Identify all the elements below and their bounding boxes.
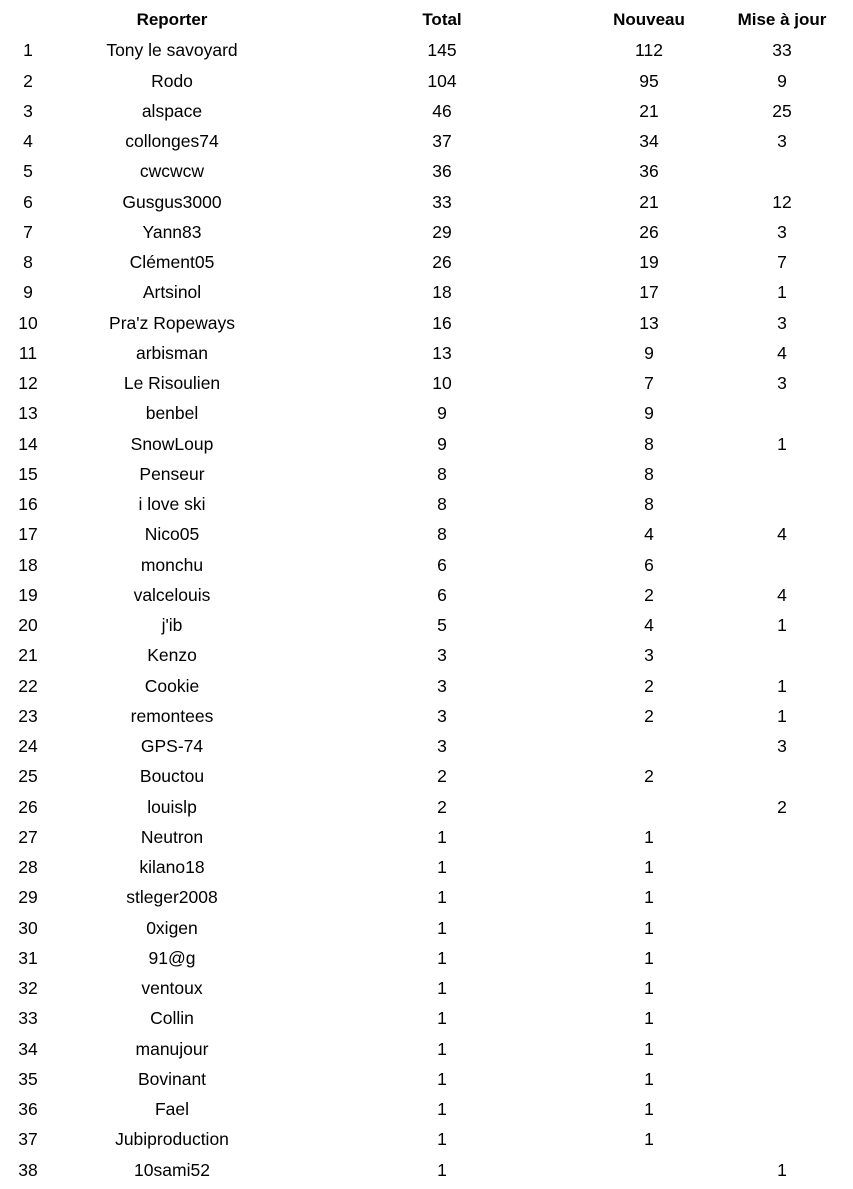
total-cell: 10 — [432, 373, 452, 393]
total-cell: 104 — [427, 70, 457, 91]
nouveau-cell: 6 — [644, 554, 654, 575]
reporter-cell: alspace — [141, 100, 203, 121]
nouveau-cell: 2 — [644, 675, 654, 696]
total-cell: 1 — [437, 947, 447, 968]
reporter-cell: Neutron — [140, 826, 204, 847]
rank-cell: 35 — [18, 1068, 38, 1089]
reporter-cell: j'ib — [161, 615, 183, 635]
table-row — [0, 852, 853, 882]
nouveau-cell: 1 — [644, 947, 654, 968]
table-row — [0, 1124, 853, 1154]
table-row — [0, 550, 853, 580]
table-row — [0, 187, 853, 217]
reporter-cell: Clément05 — [129, 252, 215, 272]
reporter-cell: 91@g — [148, 947, 196, 968]
rank-cell: 15 — [18, 463, 38, 484]
reporter-cell: remontees — [130, 705, 214, 726]
header-row — [0, 5, 853, 35]
nouveau-cell: 112 — [635, 40, 663, 61]
nouveau-cell: 8 — [644, 494, 654, 514]
total-cell: 1 — [437, 826, 447, 847]
reporter-cell: benbel — [145, 403, 199, 424]
total-cell: 8 — [437, 494, 447, 514]
mise-a-jour-cell: 1 — [777, 705, 787, 726]
nouveau-cell: 1 — [644, 917, 654, 938]
nouveau-cell: 8 — [644, 433, 654, 454]
nouveau-cell: 2 — [644, 766, 654, 787]
total-cell: 3 — [437, 736, 447, 756]
table-row — [0, 217, 853, 247]
nouveau-cell: 1 — [644, 1038, 654, 1059]
total-cell: 1 — [437, 1159, 447, 1180]
reporter-cell: SnowLoup — [130, 433, 214, 454]
total-cell: 6 — [437, 554, 447, 575]
reporter-table — [0, 5, 853, 1185]
mise-a-jour-cell: 25 — [772, 100, 792, 121]
table-body — [0, 35, 853, 1185]
rank-cell: 23 — [18, 705, 38, 726]
table-row — [0, 96, 853, 126]
rank-cell: 9 — [23, 282, 33, 303]
nouveau-cell: 9 — [644, 403, 654, 424]
table-row — [0, 731, 853, 761]
header-total: Total — [422, 10, 462, 29]
total-cell: 1 — [437, 1008, 447, 1029]
rank-cell: 33 — [18, 1008, 38, 1029]
mise-a-jour-cell: 4 — [777, 584, 787, 605]
table-row — [0, 519, 853, 549]
mise-a-jour-cell: 12 — [772, 191, 792, 212]
nouveau-cell: 9 — [644, 342, 654, 363]
reporter-cell: valcelouis — [133, 584, 211, 605]
nouveau-cell: 95 — [639, 70, 659, 91]
table-row — [0, 580, 853, 610]
rank-cell: 29 — [18, 887, 38, 908]
nouveau-cell: 4 — [644, 615, 654, 635]
reporter-cell: i love ski — [138, 494, 206, 514]
header-nouveau: Nouveau — [613, 10, 685, 29]
nouveau-cell: 2 — [644, 584, 654, 605]
nouveau-cell: 1 — [644, 1068, 654, 1089]
nouveau-cell: 7 — [644, 373, 654, 393]
total-cell: 1 — [437, 978, 447, 998]
total-cell: 33 — [432, 191, 452, 212]
table-row — [0, 35, 853, 65]
mise-a-jour-cell: 1 — [777, 615, 787, 635]
table-row — [0, 1094, 853, 1124]
mise-a-jour-cell: 3 — [777, 736, 787, 756]
rank-cell: 20 — [18, 615, 38, 635]
nouveau-cell: 2 — [644, 705, 654, 726]
nouveau-cell: 1 — [644, 978, 654, 998]
table-row — [0, 247, 853, 277]
total-cell: 3 — [437, 705, 447, 726]
total-cell: 2 — [437, 766, 447, 787]
rank-cell: 13 — [18, 403, 38, 424]
reporter-cell: Yann83 — [142, 221, 202, 242]
nouveau-cell: 26 — [639, 221, 659, 242]
table-row — [0, 882, 853, 912]
rank-cell: 2 — [23, 70, 33, 91]
total-cell: 145 — [427, 40, 457, 61]
rank-cell: 18 — [18, 554, 38, 575]
table-row — [0, 792, 853, 822]
reporter-cell: Penseur — [139, 463, 205, 484]
rank-cell: 14 — [18, 433, 38, 454]
total-cell: 1 — [437, 887, 447, 908]
reporter-cell: Pra'z Ropeways — [109, 312, 235, 333]
mise-a-jour-cell: 3 — [777, 373, 787, 393]
mise-a-jour-cell: 7 — [777, 252, 787, 272]
table-row — [0, 429, 853, 459]
nouveau-cell: 1 — [644, 1099, 654, 1119]
rank-cell: 26 — [18, 796, 38, 817]
mise-a-jour-cell: 9 — [777, 70, 787, 91]
total-cell: 9 — [437, 403, 447, 424]
rank-cell: 5 — [23, 161, 33, 182]
table-row — [0, 973, 853, 1003]
reporter-cell: GPS-74 — [140, 736, 204, 756]
total-cell: 29 — [432, 221, 452, 242]
table-row — [0, 913, 853, 943]
table-row — [0, 66, 853, 96]
nouveau-cell: 1 — [644, 857, 654, 877]
reporter-cell: Le Risoulien — [123, 373, 221, 393]
nouveau-cell: 4 — [644, 524, 654, 545]
reporter-cell: 10sami52 — [134, 1159, 210, 1180]
nouveau-cell: 21 — [639, 191, 659, 212]
table-row — [0, 1064, 853, 1094]
rank-cell: 36 — [18, 1099, 38, 1119]
table-row — [0, 1003, 853, 1033]
table-row — [0, 822, 853, 852]
table-row — [0, 943, 853, 973]
rank-cell: 16 — [18, 494, 38, 514]
reporter-cell: manujour — [135, 1038, 209, 1059]
total-cell: 8 — [437, 463, 447, 484]
total-cell: 16 — [432, 312, 452, 333]
mise-a-jour-cell: 1 — [777, 282, 787, 303]
rank-cell: 32 — [18, 978, 38, 998]
reporter-cell: monchu — [140, 554, 204, 575]
reporter-cell: Cookie — [144, 675, 200, 696]
rank-cell: 1 — [23, 40, 33, 61]
nouveau-cell: 19 — [639, 252, 659, 272]
mise-a-jour-cell: 3 — [777, 312, 787, 333]
reporter-cell: Tony le savoyard — [106, 40, 238, 61]
rank-cell: 3 — [23, 100, 33, 121]
table-row — [0, 1034, 853, 1064]
mise-a-jour-cell: 3 — [777, 221, 787, 242]
mise-a-jour-cell: 4 — [777, 524, 787, 545]
table-row — [0, 640, 853, 670]
rank-cell: 24 — [18, 736, 38, 756]
rank-cell: 31 — [18, 947, 38, 968]
table-row — [0, 398, 853, 428]
header-mise-a-jour: Mise à jour — [737, 10, 827, 29]
table-row — [0, 277, 853, 307]
mise-a-jour-cell: 3 — [777, 131, 787, 151]
total-cell: 1 — [437, 917, 447, 938]
table-row — [0, 368, 853, 398]
total-cell: 46 — [432, 100, 452, 121]
nouveau-cell: 3 — [644, 645, 654, 666]
rank-cell: 34 — [18, 1038, 38, 1059]
rank-cell: 11 — [18, 342, 38, 363]
reporter-cell: Rodo — [151, 70, 193, 91]
rank-cell: 19 — [18, 584, 38, 605]
reporter-cell: arbisman — [136, 342, 208, 363]
nouveau-cell: 21 — [639, 100, 659, 121]
reporter-cell: stleger2008 — [126, 887, 218, 908]
total-cell: 13 — [432, 342, 452, 363]
table-row — [0, 761, 853, 791]
table-row — [0, 156, 853, 186]
total-cell: 5 — [437, 615, 447, 635]
total-cell: 36 — [432, 161, 452, 182]
reporter-cell: ventoux — [141, 978, 203, 998]
table-row — [0, 459, 853, 489]
nouveau-cell: 1 — [644, 826, 654, 847]
reporter-cell: 0xigen — [146, 917, 198, 938]
mise-a-jour-cell: 4 — [777, 342, 787, 363]
reporter-cell: collonges74 — [125, 131, 219, 151]
table-row — [0, 671, 853, 701]
total-cell: 6 — [437, 584, 447, 605]
reporter-cell: Gusgus3000 — [122, 191, 222, 212]
nouveau-cell: 17 — [639, 282, 659, 303]
rank-cell: 37 — [18, 1129, 38, 1150]
table-row — [0, 308, 853, 338]
nouveau-cell: 1 — [644, 1008, 654, 1029]
total-cell: 26 — [432, 252, 452, 272]
reporter-cell: Bouctou — [139, 766, 205, 787]
rank-cell: 10 — [18, 312, 38, 333]
reporter-cell: Collin — [150, 1008, 194, 1029]
nouveau-cell: 34 — [639, 131, 659, 151]
rank-cell: 28 — [18, 857, 38, 877]
rank-cell: 21 — [18, 645, 38, 666]
reporter-cell: Jubiproduction — [115, 1129, 229, 1150]
total-cell: 18 — [432, 282, 452, 303]
total-cell: 1 — [437, 1099, 447, 1119]
rank-cell: 12 — [18, 373, 38, 393]
rank-cell: 4 — [23, 131, 33, 151]
table-row — [0, 610, 853, 640]
rank-cell: 8 — [23, 252, 33, 272]
header-reporter: Reporter — [136, 10, 208, 29]
reporter-cell: Nico05 — [144, 524, 200, 545]
rank-cell: 17 — [18, 524, 38, 545]
mise-a-jour-cell: 1 — [777, 675, 787, 696]
reporter-cell: louislp — [147, 796, 197, 817]
total-cell: 1 — [437, 1129, 447, 1150]
rank-cell: 7 — [23, 221, 33, 242]
rank-cell: 6 — [23, 191, 33, 212]
table-row — [0, 489, 853, 519]
nouveau-cell: 36 — [639, 161, 659, 182]
total-cell: 3 — [437, 645, 447, 666]
nouveau-cell: 1 — [644, 1129, 654, 1150]
table-row — [0, 126, 853, 156]
total-cell: 1 — [437, 857, 447, 877]
table-row — [0, 338, 853, 368]
total-cell: 8 — [437, 524, 447, 545]
rank-cell: 38 — [18, 1159, 38, 1180]
total-cell: 1 — [437, 1068, 447, 1089]
rank-cell: 30 — [18, 917, 38, 938]
reporter-cell: kilano18 — [139, 857, 205, 877]
total-cell: 1 — [437, 1038, 447, 1059]
mise-a-jour-cell: 1 — [777, 1159, 787, 1180]
rank-cell: 27 — [18, 826, 38, 847]
reporter-cell: Fael — [154, 1099, 190, 1119]
table-row — [0, 701, 853, 731]
nouveau-cell: 13 — [639, 312, 659, 333]
total-cell: 2 — [437, 796, 447, 817]
nouveau-cell: 1 — [644, 887, 654, 908]
reporter-cell: Bovinant — [137, 1068, 207, 1089]
total-cell: 37 — [432, 131, 452, 151]
mise-a-jour-cell: 1 — [777, 433, 787, 454]
mise-a-jour-cell: 33 — [772, 40, 792, 61]
total-cell: 3 — [437, 675, 447, 696]
reporter-cell: Kenzo — [147, 645, 197, 666]
total-cell: 9 — [437, 433, 447, 454]
reporter-cell: Artsinol — [142, 282, 202, 303]
mise-a-jour-cell: 2 — [777, 796, 787, 817]
nouveau-cell: 8 — [644, 463, 654, 484]
reporter-cell: cwcwcw — [139, 161, 205, 182]
table-row — [0, 1155, 853, 1185]
rank-cell: 22 — [18, 675, 38, 696]
rank-cell: 25 — [18, 766, 38, 787]
